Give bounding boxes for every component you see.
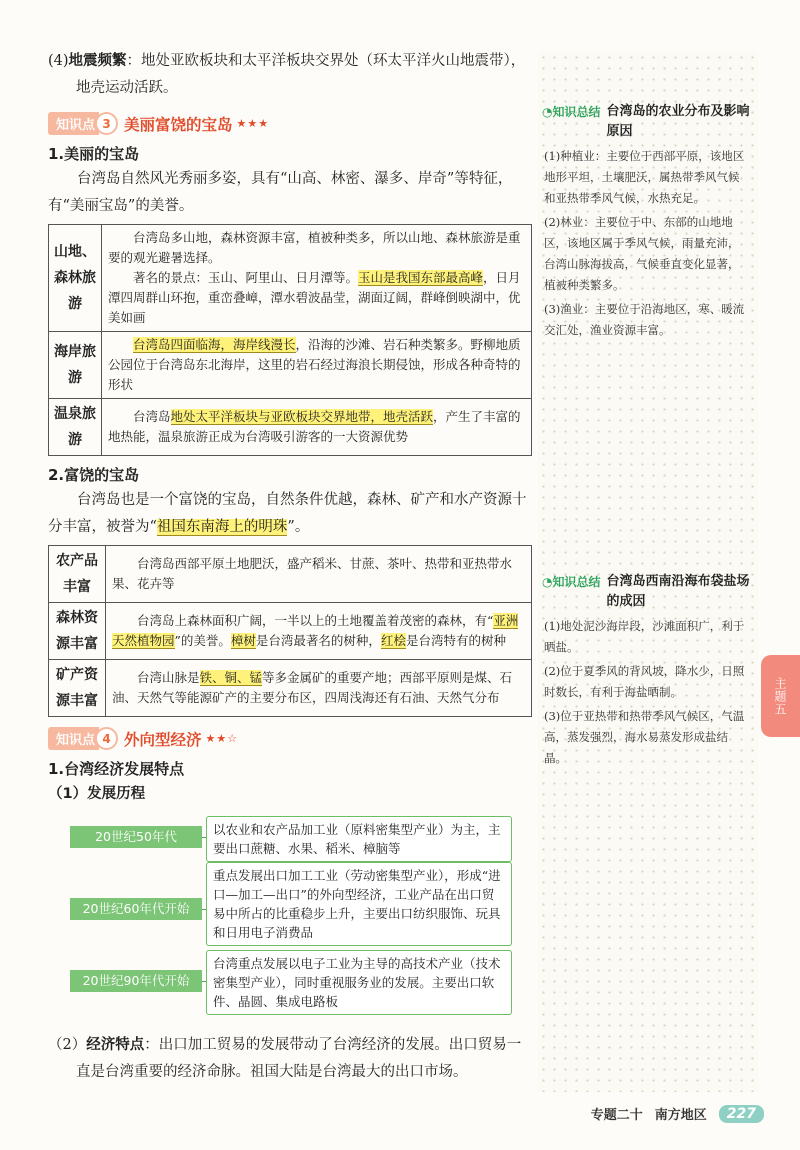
subheading-economy: 1.台湾经济发展特点: [48, 760, 185, 778]
footer-region: 南方地区: [654, 1108, 707, 1123]
summary-icon: ◔: [542, 575, 553, 589]
star-rating-icon: ★★☆: [205, 732, 239, 745]
subheading-beautiful-island: 1.美丽的宝岛: [48, 145, 140, 163]
summary-tag: ◔知识总结: [542, 575, 601, 589]
list-item: (2)林业：主要位于中、东部的山地地区，该地区属于季风气候，雨量充沛，台湾山脉海拔高，气候垂直变化显著，植被种类繁多。: [544, 215, 740, 292]
table-row: 矿产资源丰富 台湾山脉是铁、铜、锰等多金属矿的重要产地；西部平原则是煤、石油、天然气等能源矿产的主要分布区，四周浅海还有石油、天然气分布: [49, 660, 532, 717]
summary-tag: ◔知识总结: [542, 105, 601, 119]
theme-tab[interactable]: 主题五: [761, 655, 800, 737]
development-timeline: [48, 812, 532, 1030]
footer-topic: 专题二十: [590, 1108, 643, 1123]
era-description: 以农业和农产品加工业（原料密集型产业）为主，主要出口蔗糖、水果、稻米、樟脑等: [206, 816, 512, 862]
section-title: 美丽富饶的宝岛: [124, 115, 233, 134]
subheading-rich-island: 2.富饶的宝岛: [48, 466, 140, 484]
list-item: (3)位于亚热带和热带季风气候区，气温高，蒸发强烈，海水易蒸发形成盐结晶。: [544, 709, 745, 765]
sub1-label: （1）发展历程: [48, 786, 146, 802]
era-description: 台湾重点发展以电子工业为主导的高技术产业（技术密集型产业），同时重视服务业的发展。主要出口软件、晶圆、集成电路板: [206, 950, 512, 1015]
summary-agriculture: ◔知识总结 台湾岛的农业分布及影响原因 (1)种植业：主要位于西部平原，该地区地形平坦，土壤肥沃，属热带季风气候和亚热带季风气候，水热充足。 (2)林业：主要位于中、东部的山地地区，该地区属于季风气候，雨量充沛，台湾山脉海拔高，气候垂直变化显著，植被种类繁多。 (3)渔业：主要位于沿海地区，寒、暖流交汇处，渔业资源丰富。: [538, 52, 758, 341]
summary-icon: ◔: [542, 105, 553, 119]
star-rating-icon: ★★★: [236, 117, 270, 130]
era-label: 20世纪90年代开始: [70, 970, 202, 992]
era-label: 20世纪60年代开始: [70, 898, 202, 920]
list-item: (1)地处泥沙海岸段，沙滩面积广，利于晒盐。: [544, 619, 745, 654]
rich-island-paragraph: 台湾岛也是一个富饶的宝岛，自然条件优越，森林、矿产和水产资源十分丰富，被誉为“祖国东南海上的明珠”。: [48, 492, 527, 535]
knowledge-point-4-header: 知识点 4 外向型经济 ★★☆: [48, 727, 532, 750]
table-row: 山地、森林旅游 台湾岛多山地，森林资源丰富，植被种类多，所以山地、森林旅游是重要的观光避暑选择。 著名的景点：玉山、阿里山、日月潭等。玉山是我国东部最高峰，日月潭四周群山环抱，重峦叠嶂，潭水碧波晶莹，湖面辽阔，群峰倒映湖中，优美如画: [49, 225, 532, 332]
tourism-table: [48, 224, 532, 456]
table-row: 海岸旅游 台湾岛四面临海，海岸线漫长，沿海的沙滩、岩石种类繁多。野柳地质公园位于台湾岛东北海岸，这里的岩石经过海浪长期侵蚀，形成各种奇特的形状: [49, 332, 532, 399]
era-label: 20世纪50年代: [70, 826, 202, 848]
resources-table: [48, 545, 532, 717]
page-footer: [591, 1104, 764, 1123]
era-description: 重点发展出口加工工业（劳动密集型产业），形成“进口—加工—出口”的外向型经济，工业产品在出口贸易中所占的比重稳步上升，主要出口纺织服饰、玩具和日用电子消费品: [206, 862, 512, 946]
table-row: 温泉旅游 台湾岛地处太平洋板块与亚欧板块交界地带，地壳活跃，产生了丰富的地热能，温泉旅游正成为台湾吸引游客的一大资源优势: [49, 399, 532, 456]
main-column: [48, 48, 532, 1086]
earthquake-item: (4)地震频繁：地处亚欧板块和太平洋板块交界处（环太平洋火山地震带），地壳运动活跃。: [48, 53, 526, 96]
table-row: 农产品丰富 台湾岛西部平原土地肥沃，盛产稻米、甘蔗、茶叶、热带和亚热带水果、花卉等: [49, 546, 532, 603]
knowledge-point-3-header: 知识点 3 美丽富饶的宝岛 ★★★: [48, 112, 532, 135]
beautiful-island-paragraph: 台湾岛自然风光秀丽多姿，具有“山高、林密、瀑多、岸奇”等特征，有“美丽宝岛”的美誉。: [48, 171, 513, 214]
page-number: 227: [719, 1105, 764, 1123]
list-item: (3)渔业：主要位于沿海地区，寒、暖流交汇处，渔业资源丰富。: [544, 302, 745, 337]
list-item: (2)位于夏季风的背风坡，降水少，日照时数长，有利于海盐晒制。: [544, 664, 745, 699]
table-row: 森林资源丰富 台湾岛上森林面积广阔，一半以上的土地覆盖着茂密的森林，有“亚洲天然植物园”的美誉。樟树是台湾最著名的树种，红桧是台湾特有的树种: [49, 603, 532, 660]
summary-salt-field: ◔知识总结 台湾岛西南沿海布袋盐场的成因 (1)地处泥沙海岸段，沙滩面积广，利于晒盐。 (2)位于夏季风的背风坡，降水少，日照时数长，有利于海盐晒制。 (3)位于亚热带和热带季风气候区，气温高，蒸发强烈，海水易蒸发形成盐结晶。: [538, 572, 758, 772]
economic-features: （2）经济特点：出口加工贸易的发展带动了台湾经济的发展。出口贸易一直是台湾重要的经济命脉。祖国大陆是台湾最大的出口市场。: [48, 1037, 522, 1080]
section-title: 外向型经济: [124, 730, 202, 749]
list-item: (1)种植业：主要位于西部平原，该地区地形平坦，土壤肥沃，属热带季风气候和亚热带季风气候，水热充足。: [544, 149, 745, 205]
sidebar: [538, 52, 758, 1092]
